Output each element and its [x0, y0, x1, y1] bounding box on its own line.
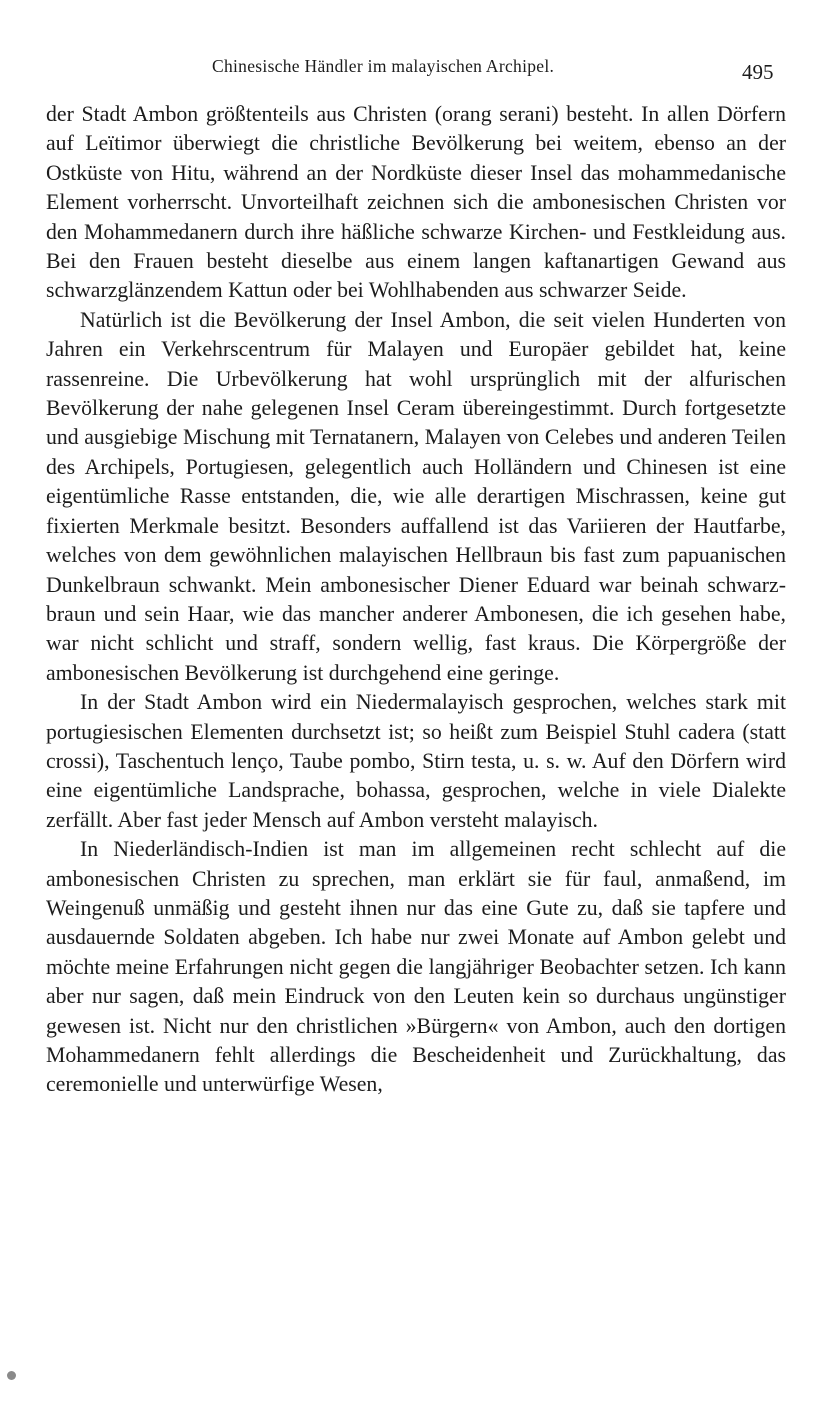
paragraph-reputation: In Niederländisch-Indien ist man im allgemeinen recht schlecht auf die ambonesischen Christen zu sprechen, man erklärt sie für faul, anmaßend, im Weingenuß unmäßig und gesteht ihnen nur das eine Gute zu, daß sie tapfere und ausdauernde Soldaten abgeben. Ich habe nur zwei Monate auf Ambon gelebt und möchte meine Erfahrungen nicht gegen die langjähriger Beobachter setzen. Ich kann aber nur sagen, daß mein Eindruck von den Leuten kein so durchaus ungünstiger gewesen ist. Nicht nur den christlichen »Bürgern« von Ambon, auch den dortigen Mohammedanern fehlt allerdings die Bescheidenheit und Zurückhaltung, das ceremonielle und unterwürfige Wesen, — [46, 837, 786, 1097]
page-text — [46, 100, 786, 1100]
paragraph-ambon-christians: der Stadt Ambon größtenteils aus Christen (orang serani) besteht. In allen Dörfern auf Leïtimor überwiegt die christliche Bevölkerung bei weitem, ebenso an der Ostküste von Hitu, während an der Nordküste dieser Insel das mohammedanische Element vorherrscht. Unvorteilhaft zeichnen sich die ambonesischen Christen vor den Mohammedanern durch ihre häßliche schwarze Kirchen- und Festkleidung aus. Bei den Frauen besteht dieselbe aus einem langen kaftanartigen Gewand aus schwarzglänzendem Kattun oder bei Wohlhabenden aus schwarzer Seide. — [46, 102, 786, 303]
page-number: 495 — [742, 60, 774, 84]
paragraph-population-mix: Natürlich ist die Bevölkerung der Insel Ambon, die seit vielen Hunderten von Jahren ein Verkehrscentrum für Malayen und Europäer gebildet hat, keine rassenreine. Die Urbevölkerung hat wohl ursprünglich mit der alfurischen Bevölkerung der nahe gelegenen Insel Ceram übereingestimmt. Durch fortgesetzte und ausgiebige Mischung mit Ternatanern, Malayen von Celebes und anderen Teilen des Archipels, Portugiesen, gelegentlich auch Holländern und Chinesen ist eine eigentümliche Rasse entstanden, die, wie alle derartigen Mischrassen, keine gut fixierten Merkmale besitzt. Besonders auffallend ist das Variieren der Hautfarbe, welches von dem gewöhnlichen malayischen Hellbraun bis fast zum papuanischen Dunkelbraun schwankt. Mein ambonesischer Diener Eduard war beinah schwarzbraun und sein Haar, wie das mancher anderer Ambonesen, die ich gesehen habe, war nicht schlicht und straff, sondern wellig, fast kraus. Die Körpergröße der ambonesischen Bevölkerung ist durchgehend eine geringe. — [46, 307, 786, 685]
scan-speck — [7, 1371, 16, 1380]
paragraph-language: In der Stadt Ambon wird ein Niedermalayisch gesprochen, welches stark mit portugiesischen Elementen durchsetzt ist; so heißt zum Beispiel Stuhl cadera (statt crossi), Taschentuch lenço, Taube pombo, Stirn testa, u. s. w. Auf den Dörfern wird eine eigentümliche Landsprache, bohassa, gesprochen, welche in viele Dialekte zerfällt. Aber fast jeder Mensch auf Ambon versteht malayisch. — [46, 690, 786, 832]
running-head — [0, 52, 825, 82]
running-title: Chinesische Händler im malayischen Archipel. — [212, 56, 555, 76]
